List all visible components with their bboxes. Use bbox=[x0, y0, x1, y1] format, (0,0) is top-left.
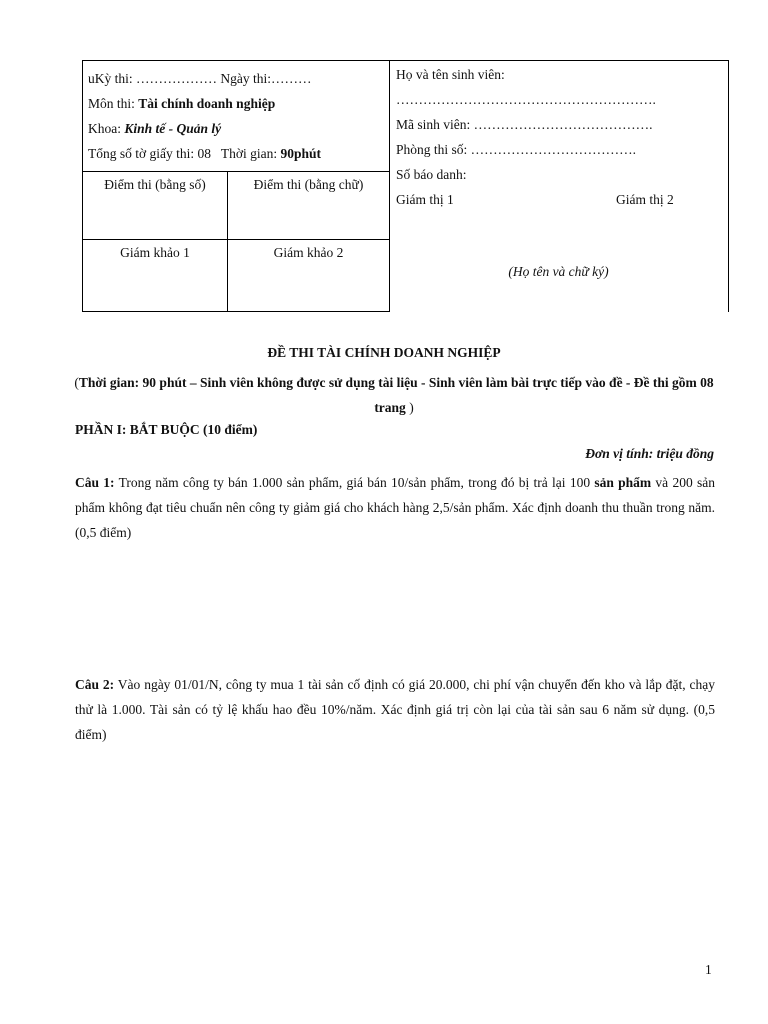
faculty-value: Kinh tế - Quản lý bbox=[124, 121, 222, 136]
score-number-cell bbox=[83, 172, 228, 239]
exam-info bbox=[83, 61, 389, 172]
question-2-label: Câu 2: bbox=[75, 677, 115, 692]
question-1-text-a: Trong năm công ty bán 1.000 sản phẩm, giá bán 10/sản phẩm, trong đó bị trả lại 100 bbox=[114, 475, 595, 490]
subject-value: Tài chính doanh nghiệp bbox=[138, 96, 276, 111]
exam-date-text: uKỳ thi: ……………… Ngày thi:……… bbox=[88, 71, 312, 86]
student-name-label: Họ và tên sinh viên: bbox=[396, 67, 505, 82]
question-1-label: Câu 1: bbox=[75, 475, 115, 490]
proctors-line bbox=[396, 187, 722, 212]
duration-value: 90phút bbox=[280, 146, 322, 161]
signature-note: (Họ tên và chữ ký) bbox=[508, 264, 609, 279]
faculty-line bbox=[88, 116, 384, 141]
question-1 bbox=[75, 470, 715, 545]
sheets-line bbox=[88, 141, 384, 166]
question-2-text: Vào ngày 01/01/N, công ty mua 1 tài sản cố định có giá 20.000, chi phí vận chuyển đến kho và lắp đặt, chạy thử là 1.000. Tài sản có tỷ lệ khấu hao đều 10%/năm. Xác định giá trị còn lại của tài sản sau 6 năm sử dụng. (0,5 điểm) bbox=[75, 677, 715, 742]
score-words-label: Điểm thi (bằng chữ) bbox=[253, 177, 364, 192]
grader-1-label: Giám khảo 1 bbox=[120, 245, 190, 260]
score-number-label: Điểm thi (bằng số) bbox=[104, 177, 206, 192]
room-line: Phòng thi số: ………………………………. bbox=[396, 142, 637, 157]
subtitle-paren-open: ( bbox=[74, 375, 79, 390]
subtitle-text: Thời gian: 90 phút – Sinh viên không được sử dụng tài liệu - Sinh viên làm bài trực tiếp vào đề - Đề thi gồm 08 trang bbox=[78, 375, 714, 415]
student-info-box bbox=[389, 60, 729, 312]
page-number: 1 bbox=[705, 962, 712, 977]
exam-title: ĐỀ THI TÀI CHÍNH DOANH NGHIỆP bbox=[267, 345, 501, 360]
question-1-text-bold: sản phẩm bbox=[594, 475, 652, 490]
part-heading: PHẦN I: BẮT BUỘC (10 điểm) bbox=[75, 422, 258, 437]
exam-subtitle bbox=[70, 370, 718, 420]
exam-date-line bbox=[88, 66, 384, 91]
exam-info-box bbox=[82, 60, 390, 312]
unit-note: Đơn vị tính: triệu đồng bbox=[585, 446, 714, 461]
sheets-label: Tổng số tờ giấy thi: 08 Thời gian: bbox=[88, 146, 281, 161]
faculty-label: Khoa: bbox=[88, 121, 125, 136]
question-2 bbox=[75, 672, 715, 747]
subject-line bbox=[88, 91, 384, 116]
subtitle-paren-close: ) bbox=[405, 400, 414, 415]
score-words-cell bbox=[228, 172, 389, 239]
grader-row bbox=[83, 240, 389, 311]
student-name-dots: …………………………………………………. bbox=[396, 92, 656, 107]
subject-label: Môn thi: bbox=[88, 96, 139, 111]
grader-2-cell bbox=[228, 240, 389, 311]
proctor-1-label: Giám thị 1 bbox=[396, 192, 454, 207]
grader-2-label: Giám khảo 2 bbox=[273, 245, 344, 260]
proctor-2-label: Giám thị 2 bbox=[616, 192, 674, 207]
score-row bbox=[83, 172, 389, 240]
candidate-number-line: Số báo danh: bbox=[396, 167, 467, 182]
student-id-line: Mã sinh viên: …………………………………. bbox=[396, 117, 653, 132]
grader-1-cell bbox=[83, 240, 228, 311]
question-1-text-b: và 200 sản phẩm không đạt tiêu chuẩn nên công ty giảm giá cho khách hàng 2,5/sản phẩm. Xác định doanh thu thuần trong năm. (0,5 điểm) bbox=[75, 475, 715, 540]
